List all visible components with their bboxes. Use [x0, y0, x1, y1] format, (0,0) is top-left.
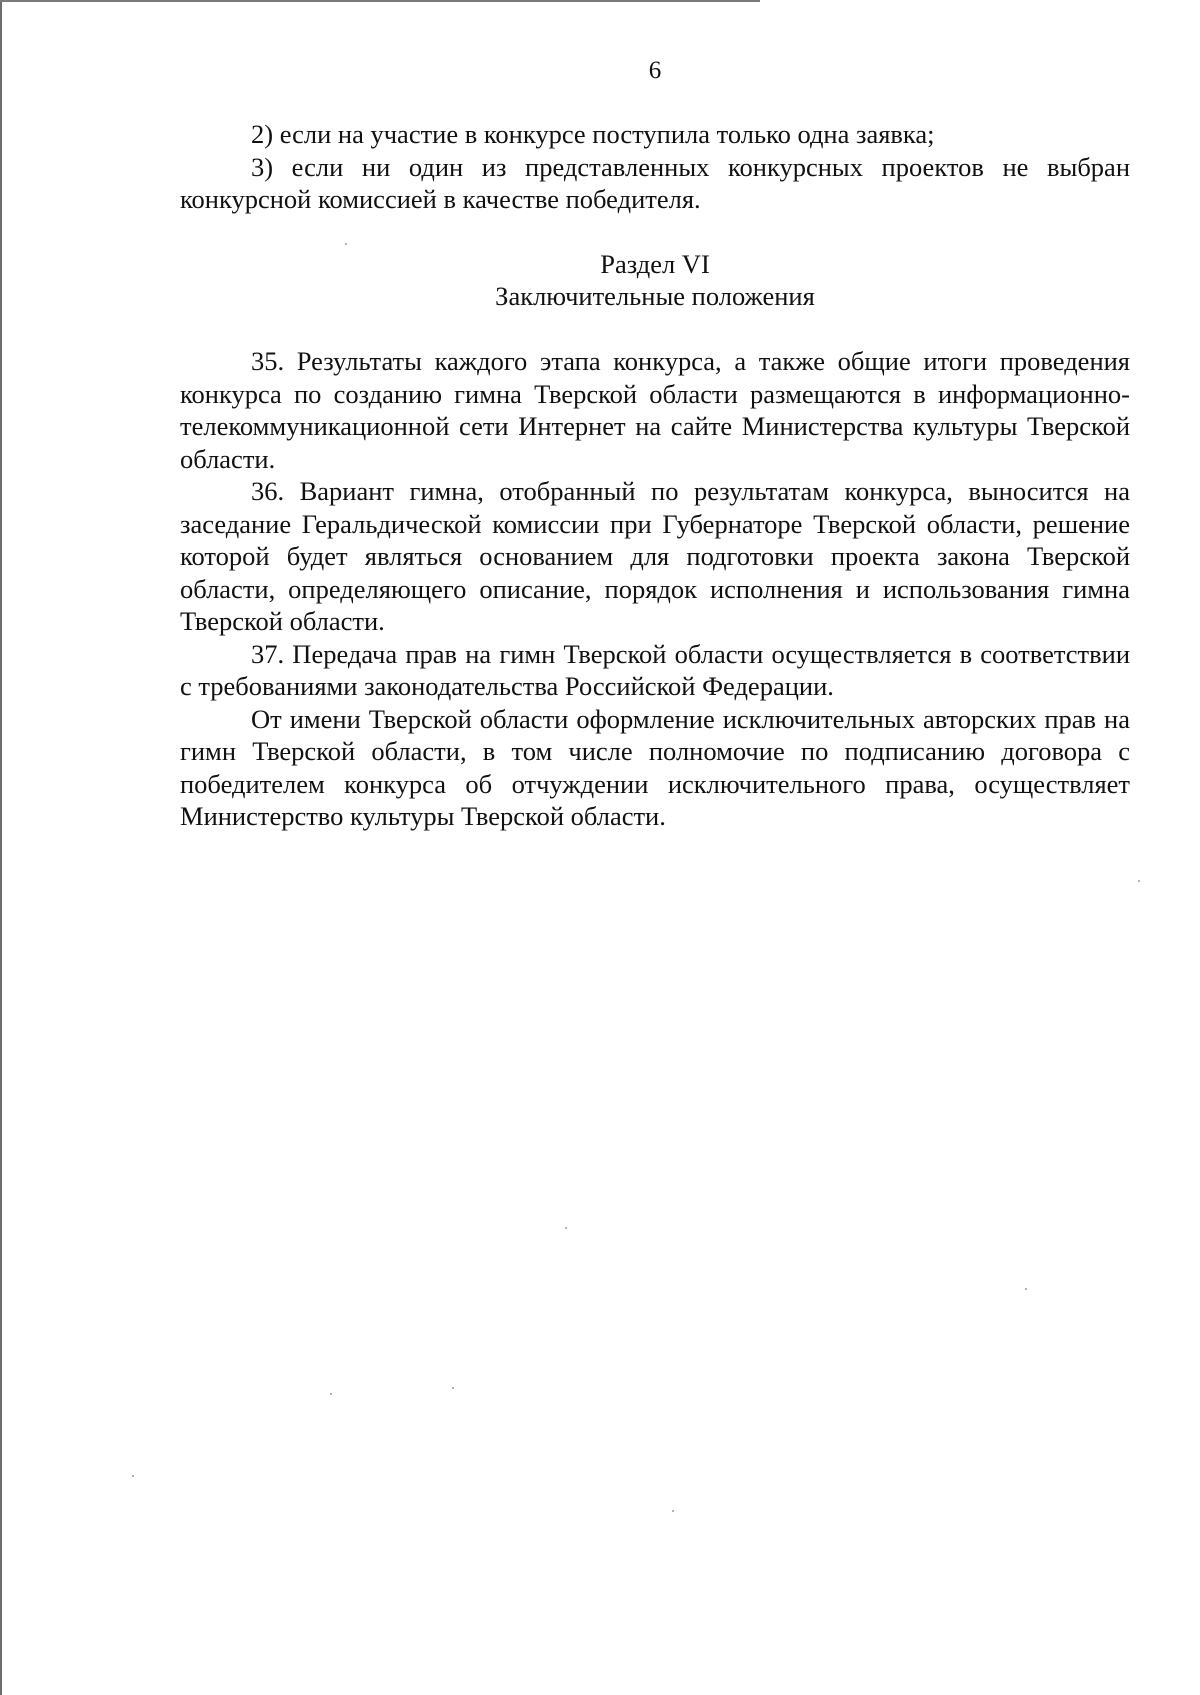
section-title: Заключительные положения	[495, 281, 815, 311]
scan-speck	[330, 1393, 332, 1395]
section-label: Раздел VI	[600, 249, 710, 279]
section-heading	[180, 248, 1130, 312]
scan-speck	[132, 1475, 134, 1477]
scan-edge-top	[0, 0, 760, 2]
closing-paragraph: От имени Тверской области оформление исключительных авторских прав на гимн Тверской области, в том числе полномочие по подписанию договора с победителем конкурса об отчуждении исключительного права, осуществляет Министерство культуры Тверской области.	[180, 703, 1130, 831]
clause-35: 35. Результаты каждого этапа конкурса, а также общие итоги проведения конкурса по созданию гимна Тверской области размещаются в информационно-телекоммуникационной сети Интернет на сайте Министерства культуры Тверской области.	[180, 346, 1130, 474]
intro-item-3: 3) если ни один из представленных конкурсных проектов не выбран конкурсной комиссией в качестве победителя.	[180, 151, 1130, 214]
clause-37: 37. Передача прав на гимн Тверской области осуществляется в соответствии с требованиями законодательства Российской Федерации.	[180, 638, 1130, 701]
clause-36: 36. Вариант гимна, отобранный по результатам конкурса, выносится на заседание Геральдической комиссии при Губернаторе Тверской области, решение которой будет являться основанием для подготовки проекта закона Тверской области, определяющего описание, порядок исполнения и использования гимна Тверской области.	[180, 476, 1130, 636]
scan-speck	[672, 1510, 674, 1512]
section-body	[180, 345, 1130, 833]
scan-speck	[1138, 880, 1140, 882]
page-number: 6	[648, 57, 662, 84]
scan-edge-left	[0, 0, 2, 1695]
intro-item-2: 2) если на участие в конкурсе поступила только одна заявка;	[251, 119, 935, 149]
scan-speck	[452, 1387, 454, 1389]
scan-speck	[1025, 1288, 1027, 1290]
scan-speck	[565, 1227, 567, 1229]
scan-speck	[345, 243, 347, 245]
intro-list	[180, 118, 1130, 216]
